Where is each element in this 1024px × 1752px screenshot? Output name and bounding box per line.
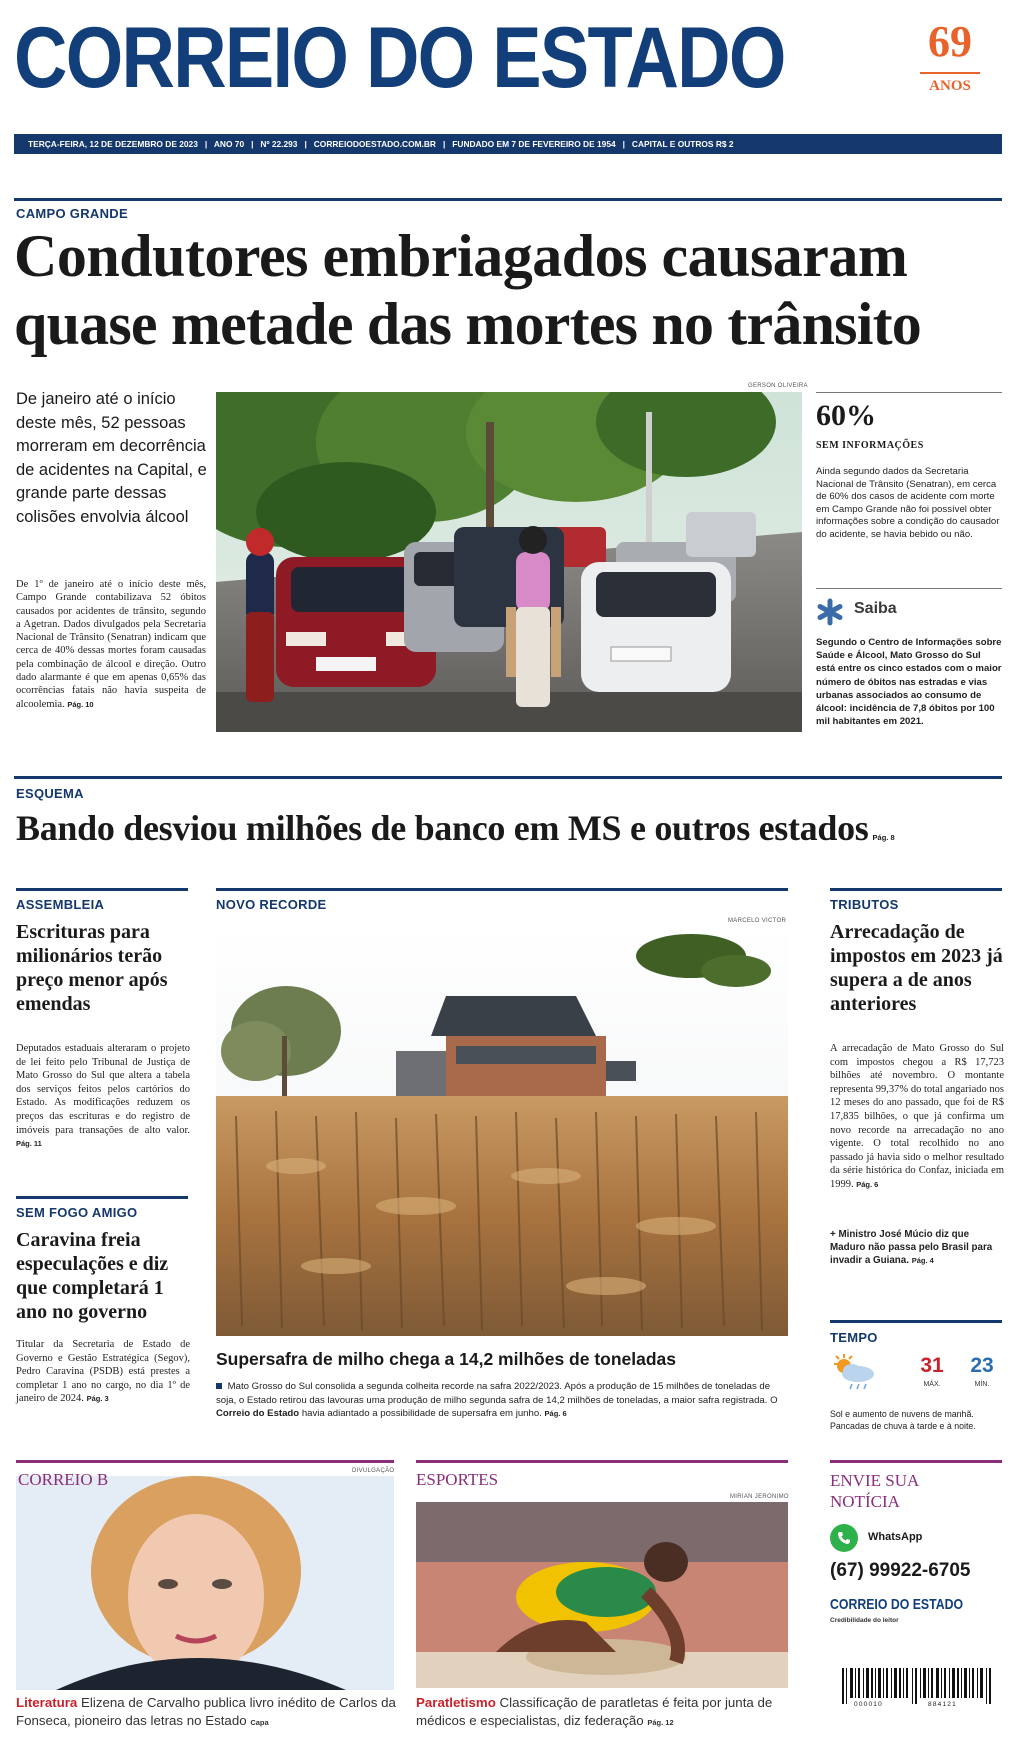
esportes-photo-credit: MIRIAN JERONIMO bbox=[730, 1494, 789, 1500]
esportes-rule bbox=[416, 1460, 788, 1463]
second-page-ref: Pág. 8 bbox=[872, 833, 895, 842]
barcode-left-digits: 000010 bbox=[854, 1701, 883, 1708]
tributos-extra-ref: Pág. 4 bbox=[911, 1256, 934, 1265]
anniversary-label: ANOS bbox=[929, 78, 971, 94]
anniversary-number: 69 bbox=[928, 17, 972, 66]
fogo-headline: Caravina freia especulações e diz que completará 1 ano no governo bbox=[16, 1229, 169, 1323]
athlete-image bbox=[416, 1502, 788, 1688]
stat-top-rule bbox=[816, 392, 1002, 393]
sun-cloud-rain-icon bbox=[830, 1352, 878, 1392]
second-kicker: ESQUEMA bbox=[16, 786, 84, 801]
barcode-right-digits: 884121 bbox=[928, 1701, 957, 1708]
portrait-image bbox=[16, 1476, 394, 1690]
tributos-body-wrap bbox=[830, 1042, 1004, 1192]
temp-min-label: MÍN. bbox=[974, 1381, 990, 1388]
tributos-rule bbox=[830, 888, 1002, 891]
weather-icon bbox=[830, 1352, 878, 1392]
saiba-title: Saiba bbox=[854, 600, 897, 617]
stat-text: Ainda segundo dados da Secretaria Nacional de Trânsito (Senatran), em cerca de 60% dos casos de acidente com morte em Campo Grande não foi possível obter informações sobre a condição do causador do acidente, se havia bebido ou não. bbox=[816, 466, 1000, 540]
esportes-tag: Paratletismo bbox=[416, 1695, 496, 1710]
barcode-bars bbox=[842, 1668, 994, 1704]
correio-b-photo-credit: DIVULGAÇÃO bbox=[352, 1468, 395, 1474]
correio-b-kicker: CORREIO B bbox=[18, 1470, 109, 1489]
harvest-scene-image bbox=[216, 926, 788, 1336]
anniversary-divider bbox=[920, 72, 980, 74]
esportes-text: Classificação de paratletas é feita por junta de médicos e especialistas, diz federação bbox=[416, 1695, 773, 1728]
envie-phone[interactable]: (67) 99922-6705 bbox=[830, 1560, 971, 1581]
tempo-forecast: Sol e aumento de nuvens de manhã. Pancadas de chuva à tarde e à noite. bbox=[830, 1409, 976, 1431]
tributos-body: A arrecadação de Mato Grosso do Sul com impostos chegou a R$ 17,723 bilhões até novembro. O montante representa 99,37% do total angariado nos 12 meses do ano passado, que foi de R$ 17,835 bilhões, o que já confirma um novo recorde na arrecadação no ano vigente. O total recolhido no ano passado já havia sido o melhor resultado da série histórica do Confaz, iniciada em 1999. bbox=[830, 1043, 1004, 1190]
tributos-extra: + Ministro José Múcio diz que Maduro não passa pelo Brasil para invadir a Guiana. bbox=[830, 1229, 993, 1266]
saiba-rule bbox=[816, 588, 1002, 589]
lead-page-ref: Pág. 10 bbox=[67, 699, 94, 709]
masthead bbox=[14, 8, 1010, 148]
tempo-rule bbox=[830, 1320, 1002, 1323]
lead-summary: De janeiro até o início deste mês, 52 pessoas morreram em decorrência de acidentes na Capital, e grande parte dessas colisões envolvia álcool bbox=[16, 390, 207, 526]
assembleia-page-ref: Pág. 11 bbox=[16, 1139, 42, 1149]
recorde-headline: Supersafra de milho chega a 14,2 milhões de toneladas bbox=[216, 1349, 677, 1369]
lead-photo-credit: GERSON OLIVEIRA bbox=[748, 383, 808, 389]
recorde-rule bbox=[216, 888, 788, 891]
recorde-photo-credit: MARCELO VICTOR bbox=[728, 918, 787, 924]
second-top-rule bbox=[14, 776, 1002, 779]
recorde-body-wrap bbox=[216, 1380, 788, 1421]
envie-title-line-1: ENVIE SUA bbox=[830, 1471, 920, 1490]
envie-title-line-2: NOTÍCIA bbox=[830, 1492, 900, 1511]
tributos-page-ref: Pág. 6 bbox=[856, 1179, 879, 1189]
barcode bbox=[842, 1668, 994, 1712]
lead-body-text: De 1º de janeiro até o início deste mês, Campo Grande contabilizava 52 óbitos causados por acidentes de trânsito, segundo a Agetran. Dados divulgados pela Secretaria Nacional de Trânsito (Senatran) indicam que cerca de 40% dessas mortes foram causadas pela combinação de álcool e direção. Outro dado alarmante é que em apenas 0,65% das ocorrências fatais não havia suspeita de alcoolemia. bbox=[16, 579, 206, 710]
lead-headline-line-2: quase metade das mortes no trânsito bbox=[14, 291, 921, 357]
recorde-body-b: havia adiantado a possibilidade de supersafra em junho. bbox=[299, 1408, 542, 1419]
esportes-page-ref: Pág. 12 bbox=[647, 1718, 674, 1727]
recorde-kicker: NOVO RECORDE bbox=[216, 897, 327, 912]
envie-rule bbox=[830, 1460, 1002, 1463]
fogo-rule bbox=[16, 1196, 188, 1199]
second-headline: Bando desviou milhões de banco em MS e outros estados bbox=[16, 808, 869, 848]
athlete-photo bbox=[416, 1502, 788, 1688]
tributos-headline: Arrecadação de impostos em 2023 já supera a de anos anteriores bbox=[830, 921, 1003, 1015]
masthead-title: CORREIO DO ESTADO bbox=[14, 10, 785, 106]
temp-max-label: MÁX. bbox=[923, 1381, 941, 1388]
recorde-body-a: Mato Grosso do Sul consolida a segunda colheita recorde na safra 2022/2023. Após a produção de 15 milhões de toneladas de soja, o Estado retirou das lavouras uma produção de milho segunda safra de 14,2 milhões de toneladas, a maior safra registrada. O bbox=[216, 1381, 778, 1406]
correio-b-text: Elizena de Carvalho publica livro inédito de Carlos da Fonseca, pioneiro das letras no Estado bbox=[16, 1695, 396, 1728]
envie-brand-tagline: Credibilidade do leitor bbox=[830, 1617, 899, 1624]
stat-label: SEM INFORMAÇÕES bbox=[816, 440, 924, 451]
fogo-body-wrap bbox=[16, 1338, 190, 1406]
correio-b-caption bbox=[16, 1694, 396, 1732]
envie-brand: CORREIO DO ESTADO bbox=[830, 1596, 964, 1613]
assembleia-rule bbox=[16, 888, 188, 891]
lead-top-rule bbox=[14, 198, 1002, 201]
esportes-kicker: ESPORTES bbox=[416, 1470, 499, 1489]
asterisk-icon bbox=[816, 598, 844, 626]
correio-b-rule bbox=[16, 1460, 394, 1463]
lead-headline bbox=[14, 222, 1004, 358]
tributos-extra-wrap bbox=[830, 1228, 1002, 1267]
fogo-kicker: SEM FOGO AMIGO bbox=[16, 1205, 138, 1220]
whatsapp-icon[interactable] bbox=[830, 1524, 858, 1552]
traffic-photo bbox=[216, 392, 802, 732]
saiba-text: Segundo o Centro de Informações sobre Saúde e Álcool, Mato Grosso do Sul está entre os cinco estados com o maior número de óbitos nas estradas e vias urbanas associados ao consumo de álcool: incidência de 7,8 óbitos por 100 mil habitantes em 2021. bbox=[816, 637, 1002, 728]
lead-headline-line-1: Condutores embriagados causaram bbox=[14, 223, 908, 289]
temp-min: 23 bbox=[970, 1354, 994, 1377]
assembleia-headline: Escrituras para milionários terão preço menor após emendas bbox=[16, 921, 168, 1015]
fogo-body: Titular da Secretaria de Estado de Governo e Gestão Estratégica (Segov), Pedro Caravina (PSDB) está prestes a completar 1 ano no cargo, no dia 1º de janeiro de 2024. bbox=[16, 1339, 190, 1405]
stat-value: 60% bbox=[816, 399, 876, 432]
whatsapp-label: WhatsApp bbox=[868, 1531, 923, 1543]
recorde-page-ref: Pág. 6 bbox=[544, 1409, 567, 1418]
second-headline-wrap bbox=[16, 806, 1006, 850]
correio-b-tag: Literatura bbox=[16, 1695, 78, 1710]
fogo-page-ref: Pág. 3 bbox=[86, 1394, 109, 1404]
recorde-body-brand: Correio do Estado bbox=[216, 1408, 300, 1419]
assembleia-body: Deputados estaduais alteraram o projeto de lei feito pelo Tribunal de Justiça de Mato Grosso do Sul que altera a tabela dos serviços feitos pelos cartórios do Estado. As modificações reduzem os preços das escrituras e do registro de imóveis para transações de alto valor. bbox=[16, 1043, 190, 1136]
esportes-caption bbox=[416, 1694, 790, 1732]
lead-body bbox=[16, 578, 206, 711]
assembleia-body-wrap bbox=[16, 1042, 190, 1151]
tributos-kicker: TRIBUTOS bbox=[830, 897, 899, 912]
correio-b-page-ref: Capa bbox=[250, 1718, 269, 1727]
lead-kicker: CAMPO GRANDE bbox=[16, 206, 128, 221]
assembleia-kicker: ASSEMBLEIA bbox=[16, 897, 105, 912]
square-bullet-icon bbox=[216, 1383, 222, 1389]
tempo-kicker: TEMPO bbox=[830, 1330, 878, 1345]
masthead-info-bar bbox=[14, 134, 1002, 154]
masthead-info-text: TERÇA-FEIRA, 12 DE DEZEMBRO DE 2023 | ANO 70 | Nº 22.293 | CORREIODOESTADO.COM.BR | FUNDADO EM 7 DE FEVEREIRO DE 1954 | CAPITAL E OUTROS R$ 2 bbox=[28, 139, 734, 149]
saiba-icon bbox=[816, 598, 844, 626]
harvest-photo bbox=[216, 926, 788, 1336]
portrait-photo bbox=[16, 1476, 394, 1690]
phone-handset-icon bbox=[830, 1524, 858, 1552]
temp-max: 31 bbox=[920, 1354, 944, 1377]
traffic-scene-image bbox=[216, 392, 802, 732]
